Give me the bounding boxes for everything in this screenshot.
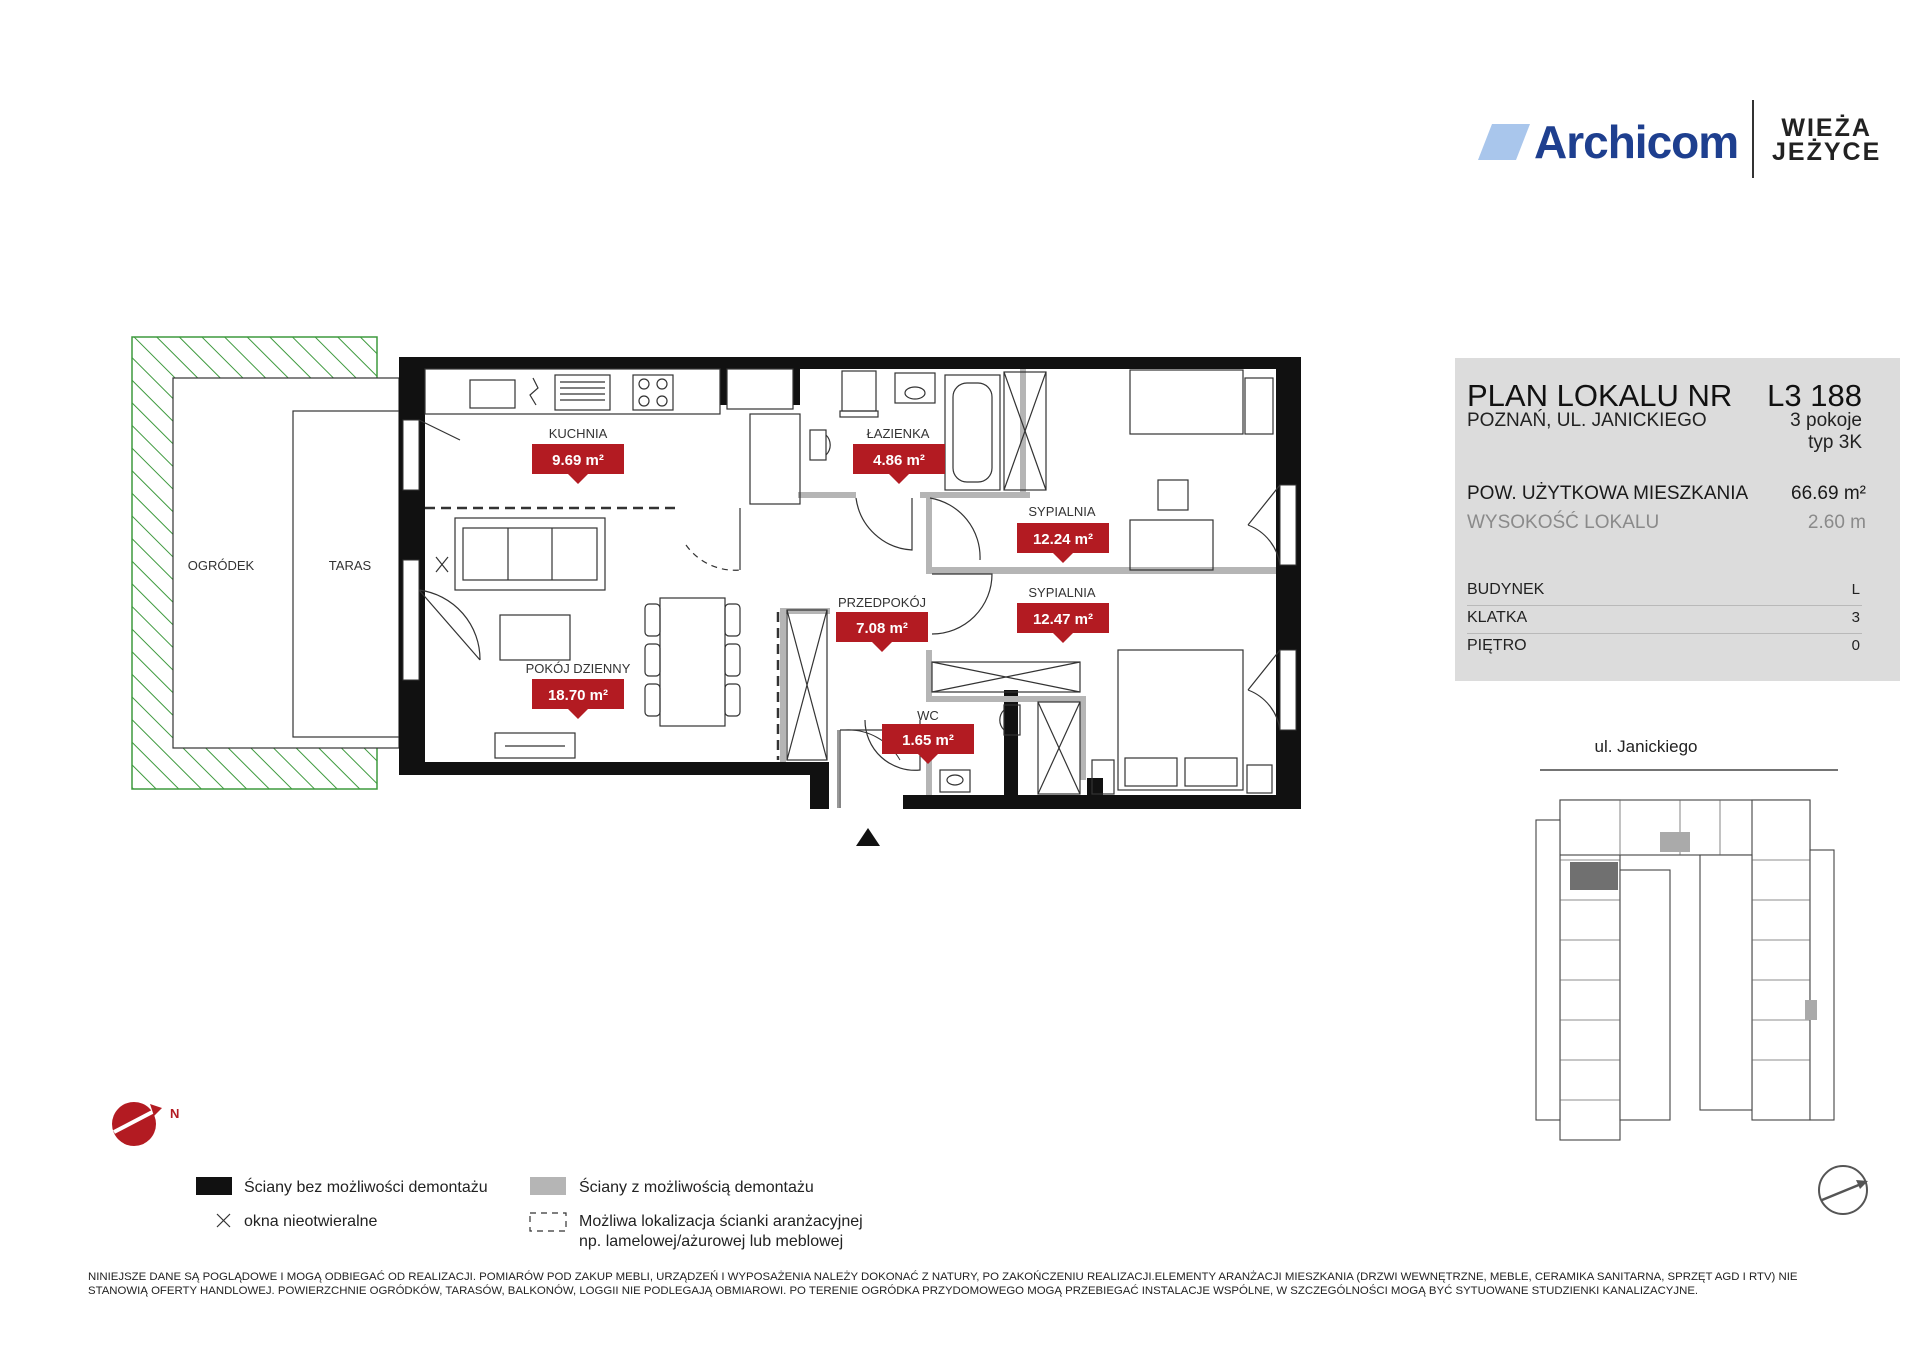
svg-text:12.47 m²: 12.47 m² [1032, 611, 1094, 628]
label-sypialnia2: SYPIALNIA [1028, 585, 1096, 600]
badge-sypialnia2 [1017, 603, 1109, 643]
compass-letter: N [170, 1106, 180, 1121]
apartment-type: typ 3K [1808, 432, 1862, 453]
site-compass-icon [1819, 1166, 1868, 1214]
badge-sypialnia1 [1017, 523, 1109, 563]
badge-wc [882, 724, 974, 764]
svg-text:18.70 m²: 18.70 m² [547, 687, 609, 704]
badge-lazienka [853, 444, 945, 484]
legend-swatch-partition [530, 1213, 566, 1231]
label-pokoj-dzienny: POKÓJ DZIENNY [525, 661, 631, 676]
legend-partition-2: np. lamelowej/ażurowej lub meblowej [579, 1233, 844, 1250]
disclaimer: NINIEJSZE DANE SĄ POGLĄDOWE I MOGĄ ODBIEGAĆ OD REALIZACJI. POMIARÓW POD ZAKUP MEBLI, URZĄDZEŃ I WYPOSAŻENIA NALEŻY DOKONAĆ Z NATURY, PO ZAKOŃCZENIU REALIZACJI.ELEMENTY ARANŻACJI MIESZKANIA (DRZWI WEWNĘTRZNE, MEBLE, CERAMIKA SANITARNA, SPRZĘT AGD I RTV) NIE STANOWIĄ OFERTY HANDLOWEJ. POWIERZCHNIE OGRÓDKÓW, TARASÓW, BALKONÓW, LOGGII NIE PODLEGAJĄ OBMIAROWI. PO TERENIE OGRÓDKA PRZYDOMOWEGO MOGĄ PRZEBIEGAĆ INSTALACJE WSPÓLNE, W SZCZEGÓLNOŚCI MOGĄ BYĆ SYTUOWANE STUDZIENKI KANALIZACYJNE. [88, 1271, 1798, 1297]
site-street: ul. Janickiego [1594, 737, 1698, 756]
living-furniture [436, 508, 740, 758]
label-taras: TARAS [328, 558, 372, 573]
bedroom2-furniture [932, 650, 1272, 794]
selected-unit [1570, 862, 1618, 890]
legend-windows: okna nieotwieralne [244, 1213, 378, 1230]
project-name-line2: JEŻYCE [1772, 138, 1882, 166]
detail-value-staircase: 3 [1851, 609, 1860, 626]
height-value: 2.60 m [1807, 512, 1866, 533]
label-kuchnia: KUCHNIA [548, 426, 608, 441]
area-value: 66.69 m² [1791, 483, 1866, 504]
project-name-line1: WIEŻA [1781, 114, 1872, 142]
height-label: WYSOKOŚĆ LOKALU [1467, 512, 1660, 533]
label-lazienka: ŁAZIENKA [866, 426, 930, 441]
legend-x-icon [217, 1214, 230, 1227]
label-sypialnia1: SYPIALNIA [1028, 504, 1096, 519]
legend-partition-1: Możliwa lokalizacja ścianki aranżacyjnej [579, 1213, 863, 1230]
compass-icon [112, 1102, 179, 1146]
svg-text:1.65 m²: 1.65 m² [902, 732, 954, 749]
badge-pokoj-dzienny [532, 679, 624, 719]
detail-value-floor: 0 [1851, 637, 1860, 654]
legend-swatch-fixed [196, 1177, 232, 1195]
svg-text:7.08 m²: 7.08 m² [856, 620, 908, 637]
plan-address: POZNAŃ, UL. JANICKIEGO [1467, 410, 1707, 431]
label-ogrodek: OGRÓDEK [187, 558, 255, 573]
legend-removable-walls: Ściany z możliwością demontażu [579, 1179, 814, 1196]
fixed-walls [399, 357, 1301, 809]
legend-swatch-removable [530, 1177, 566, 1195]
svg-text:4.86 m²: 4.86 m² [873, 452, 925, 469]
plan-number: L3 188 [1767, 378, 1862, 413]
label-wc: WC [917, 708, 939, 723]
legend-fixed-walls: Ściany bez możliwości demontażu [244, 1179, 488, 1196]
entrance-marker-icon [856, 828, 880, 846]
detail-label-building: BUDYNEK [1467, 581, 1545, 598]
detail-value-building: L [1851, 581, 1860, 598]
label-przedpokoj: PRZEDPOKÓJ [837, 595, 927, 610]
brand-name: Archicom [1534, 116, 1739, 168]
rooms-count: 3 pokoje [1790, 410, 1862, 431]
svg-text:9.69 m²: 9.69 m² [552, 452, 604, 469]
detail-label-floor: PIĘTRO [1467, 637, 1527, 654]
bedroom1-furniture [1130, 370, 1273, 570]
area-label: POW. UŻYTKOWA MIESZKANIA [1467, 483, 1749, 504]
site-plan [1536, 737, 1838, 1140]
removable-walls [780, 369, 1276, 795]
legend [196, 1177, 863, 1250]
badge-kuchnia [532, 444, 624, 484]
svg-text:12.24 m²: 12.24 m² [1032, 531, 1094, 548]
kitchen-counter [425, 369, 800, 504]
plan-title: PLAN LOKALU NR [1467, 378, 1733, 413]
badge-przedpokoj [836, 612, 928, 652]
detail-label-staircase: KLATKA [1467, 609, 1528, 626]
